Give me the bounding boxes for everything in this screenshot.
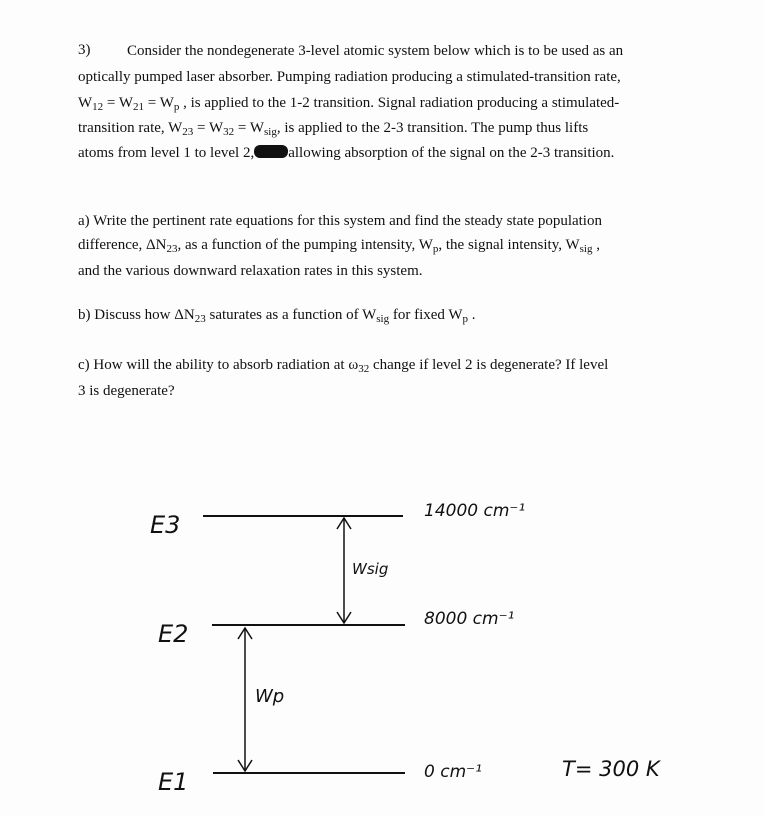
level-e2-label: E2 <box>158 620 189 648</box>
part-a-line-3: and the various downward relaxation rates in this system. <box>78 263 423 279</box>
pump-transition-arrow <box>238 628 252 771</box>
level-e1-energy: 0 cm⁻¹ <box>424 762 482 782</box>
level-e3-energy: 14000 cm⁻¹ <box>424 501 526 521</box>
signal-transition-arrow <box>337 518 351 623</box>
temperature-label: T= 300 K <box>562 757 660 781</box>
intro-line-2: optically pumped laser absorber. Pumping radiation producing a stimulated-transition rate, <box>78 69 621 85</box>
part-a-line-2: difference, $\Delta N_{23}$, as a function of the pumping intensity, $W_p$, the signal intensity, $W_{sig}$ , <box>78 237 600 255</box>
part-c-line-2: 3 is degenerate? <box>78 383 175 399</box>
intro-line-3: $W_{12} = W_{21} = W_p$ , is applied to the 1-2 transition. Signal radiation producing a stimulated- <box>78 95 620 113</box>
part-b-line: b) Discuss how $\Delta N_{23}$ saturates as a function of $W_{sig}$ for fixed $W_p$ . <box>78 307 476 325</box>
level-e3-label: E3 <box>150 511 181 539</box>
level-e2-energy: 8000 cm⁻¹ <box>424 609 515 629</box>
question-number: 3) <box>78 42 91 58</box>
signal-rate-label: Wsig <box>352 560 389 578</box>
intro-line-4: transition rate, $W_{23} = W_{32} = W_{sig}$, is applied to the 2-3 transition. The pump thus lifts <box>78 120 589 138</box>
level-e1-label: E1 <box>158 768 189 796</box>
pump-rate-label: Wp <box>255 686 285 707</box>
part-a-line-1: a) Write the pertinent rate equations for this system and find the steady state population <box>78 213 602 229</box>
intro-line-5: atoms from level 1 to level 2, allowing absorption of the signal on the 2-3 transition. <box>78 145 615 161</box>
intro-line-1: Consider the nondegenerate 3-level atomic system below which is to be used as an <box>127 43 624 59</box>
part-c-line-1: c) How will the ability to absorb radiation at $\omega_{32}$ change if level 2 is degenerate? If level <box>78 357 609 375</box>
